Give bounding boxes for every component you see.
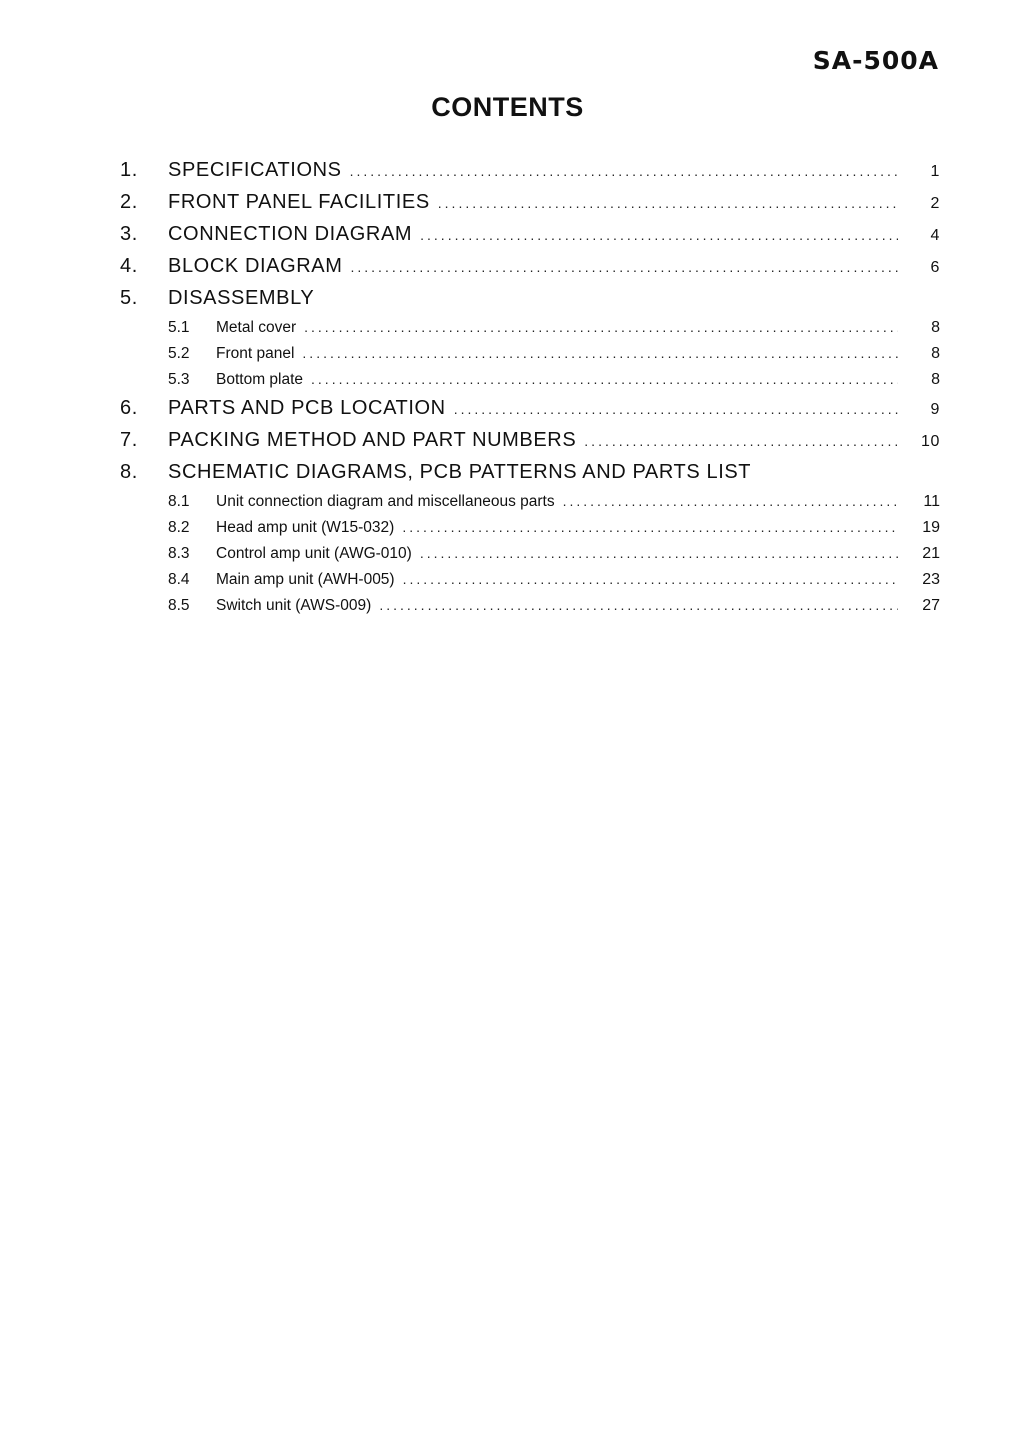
toc-page: 27: [922, 597, 940, 614]
toc-label: FRONT PANEL FACILITIES: [168, 191, 430, 213]
toc-label: PACKING METHOD AND PART NUMBERS: [168, 429, 577, 451]
toc-entry-6[interactable]: [120, 392, 940, 424]
toc-number: 5.3: [168, 371, 190, 388]
toc-number: 2.: [120, 191, 138, 213]
toc-entry-5[interactable]: [120, 282, 940, 314]
toc-number: 8.4: [168, 571, 190, 588]
toc-entry-8-1[interactable]: [120, 488, 940, 514]
toc-page: 23: [922, 571, 940, 588]
toc-page: 4: [930, 227, 940, 244]
toc-page: 19: [922, 519, 940, 536]
toc-entry-5-3[interactable]: [120, 366, 940, 392]
toc-number: 5.1: [168, 319, 190, 336]
toc-label: DISASSEMBLY: [168, 287, 315, 309]
toc-page: 8: [931, 345, 940, 362]
toc-entry-8-3[interactable]: [120, 540, 940, 566]
toc-label: Front panel: [216, 345, 295, 362]
toc-label: SPECIFICATIONS: [168, 159, 342, 181]
toc-number: 4.: [120, 255, 138, 277]
table-of-contents: [120, 154, 940, 618]
toc-number: 7.: [120, 429, 138, 451]
toc-number: 6.: [120, 397, 138, 419]
toc-page: 21: [922, 545, 940, 562]
toc-page: 11: [923, 493, 940, 510]
toc-page: 1: [930, 163, 940, 180]
toc-entry-8-2[interactable]: [120, 514, 940, 540]
toc-page: 2: [930, 195, 940, 212]
toc-entry-1[interactable]: [120, 154, 940, 186]
dot-leader: [350, 155, 898, 187]
toc-label: SCHEMATIC DIAGRAMS, PCB PATTERNS AND PARTS LIST: [168, 461, 752, 483]
dot-leader: [403, 566, 898, 592]
model-number: SA-500A: [812, 46, 939, 75]
toc-page: 9: [930, 401, 940, 418]
toc-entry-8[interactable]: [120, 456, 940, 488]
dot-leader: [379, 592, 898, 618]
toc-number: 8.2: [168, 519, 190, 536]
toc-number: 8.3: [168, 545, 190, 562]
toc-page: 8: [931, 371, 940, 388]
toc-label: BLOCK DIAGRAM: [168, 255, 343, 277]
dot-leader: [438, 187, 898, 219]
dot-leader: [420, 540, 898, 566]
dot-leader: [420, 219, 898, 251]
toc-number: 1.: [120, 159, 138, 181]
toc-label: CONNECTION DIAGRAM: [168, 223, 413, 245]
toc-entry-8-4[interactable]: [120, 566, 940, 592]
page-title: CONTENTS: [431, 92, 584, 122]
toc-label: Switch unit (AWS-009): [216, 597, 372, 614]
toc-number: 8.1: [168, 493, 190, 510]
toc-entry-2[interactable]: [120, 186, 940, 218]
dot-leader: [402, 514, 898, 540]
toc-number: 8.: [120, 461, 138, 483]
toc-entry-7[interactable]: [120, 424, 940, 456]
toc-entry-5-1[interactable]: [120, 314, 940, 340]
toc-label: Metal cover: [216, 319, 297, 336]
toc-entry-8-5[interactable]: [120, 592, 940, 618]
toc-number: 3.: [120, 223, 138, 245]
toc-entry-3[interactable]: [120, 218, 940, 250]
toc-entry-5-2[interactable]: [120, 340, 940, 366]
toc-page: 8: [931, 319, 940, 336]
dot-leader: [563, 488, 898, 514]
toc-label: Control amp unit (AWG-010): [216, 545, 412, 562]
toc-label: Bottom plate: [216, 371, 304, 388]
toc-page: 6: [930, 259, 940, 276]
toc-label: Head amp unit (W15-032): [216, 519, 395, 536]
dot-leader: [584, 425, 898, 457]
dot-leader: [454, 393, 898, 425]
dot-leader: [351, 251, 899, 283]
dot-leader: [311, 366, 898, 392]
toc-label: Unit connection diagram and miscellaneous parts: [216, 493, 555, 510]
dot-leader: [304, 314, 898, 340]
dot-leader: [302, 340, 898, 366]
toc-number: 8.5: [168, 597, 190, 614]
toc-label: Main amp unit (AWH-005): [216, 571, 395, 588]
toc-number: 5.2: [168, 345, 190, 362]
toc-label: PARTS AND PCB LOCATION: [168, 397, 446, 419]
toc-page: 10: [921, 433, 940, 450]
toc-number: 5.: [120, 287, 138, 309]
toc-entry-4[interactable]: [120, 250, 940, 282]
